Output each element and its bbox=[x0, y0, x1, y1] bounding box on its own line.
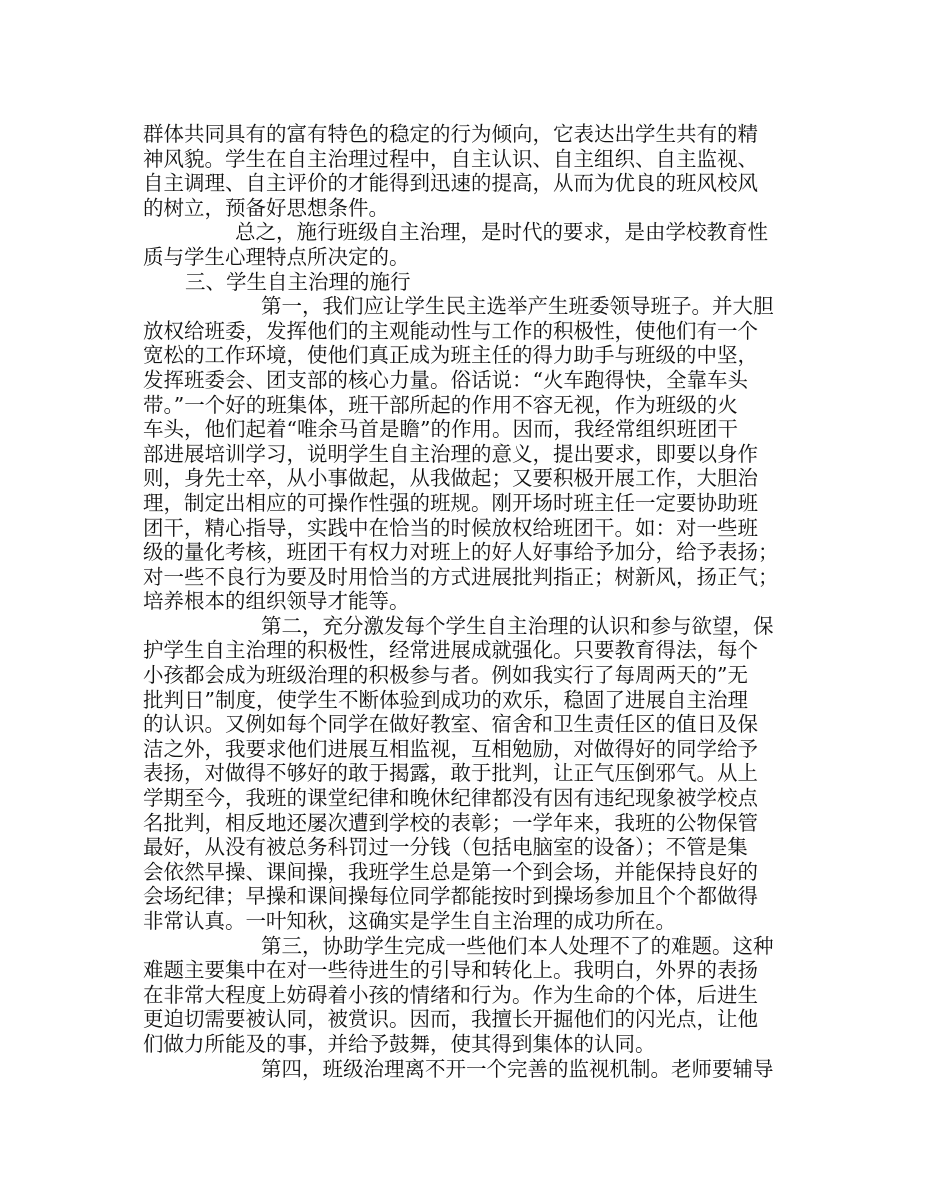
text-line: 洁之外，我要求他们进展互相监视，互相勉励，对做得好的同学给予 bbox=[143, 736, 758, 761]
text-line: 级的量化考核，班团干有权力对班上的好人好事给予加分，给予表扬； bbox=[143, 540, 779, 565]
text-line: 质与学生心理特点所决定的。 bbox=[143, 244, 410, 269]
text-line: 放权给班委，发挥他们的主观能动性与工作的积极性，使他们有一个 bbox=[143, 318, 758, 343]
text-line: 培养根本的组织领导才能等。 bbox=[143, 589, 410, 614]
body-text bbox=[143, 122, 823, 1081]
text-line: 的认识。又例如每个同学在做好教室、宿舍和卫生责任区的值日及保 bbox=[143, 712, 758, 737]
text-line: 宽松的工作环境，使他们真正成为班主任的得力助手与班级的中坚， bbox=[143, 343, 758, 368]
text-line: 第一，我们应让学生民主选举产生班委领导班子。并大胆 bbox=[261, 294, 774, 319]
text-line: 发挥班委会、团支部的核心力量。俗话说：“火车跑得快，全靠车头 bbox=[143, 367, 748, 392]
text-line: 护学生自主治理的积极性，经常进展成就强化。只要教育得法，每个 bbox=[143, 638, 758, 663]
text-line: 第四，班级治理离不开一个完善的监视机制。老师要辅导 bbox=[261, 1056, 774, 1081]
text-line: 会场纪律；早操和课间操每位同学都能按时到操场参加且个个都做得 bbox=[143, 884, 758, 909]
text-line: 则，身先士卒，从小事做起，从我做起；又要积极开展工作，大胆治 bbox=[143, 466, 758, 491]
text-line: 名批判，相反地还屡次遭到学校的表彰；一学年来，我班的公物保管 bbox=[143, 810, 758, 835]
text-line: 在非常大程度上妨碍着小孩的情绪和行为。作为生命的个体，后进生 bbox=[143, 982, 758, 1007]
text-line: 总之，施行班级自主治理，是时代的要求，是由学校教育性 bbox=[235, 220, 768, 245]
text-line: 部进展培训学习，说明学生自主治理的意义，提出要求，即要以身作 bbox=[143, 441, 758, 466]
text-line: 的树立，预备好思想条件。 bbox=[143, 195, 389, 220]
text-line: 群体共同具有的富有特色的稳定的行为倾向，它表达出学生共有的精 bbox=[143, 122, 758, 146]
text-line: 自主调理、自主评价的才能得到迅速的提高，从而为优良的班风校风 bbox=[143, 171, 758, 196]
section-heading: 三、学生自主治理的施行 bbox=[185, 269, 411, 294]
text-line: 最好，从没有被总务科罚过一分钱（包括电脑室的设备）；不管是集 bbox=[143, 835, 748, 860]
text-line: 批判日”制度，使学生不断体验到成功的欢乐，稳固了进展自主治理 bbox=[143, 687, 748, 712]
text-line: 神风貌。学生在自主治理过程中，自主认识、自主组织、自主监视、 bbox=[143, 146, 758, 171]
text-line: 理，制定出相应的可操作性强的班规。刚开场时班主任一定要协助班 bbox=[143, 490, 758, 515]
text-line: 小孩都会成为班级治理的积极参与者。例如我实行了每周两天的”无 bbox=[143, 663, 748, 688]
text-line: 对一些不良行为要及时用恰当的方式进展批判指正；树新风，扬正气； bbox=[143, 564, 779, 589]
text-line: 们做力所能及的事，并给予鼓舞，使其得到集体的认同。 bbox=[143, 1031, 656, 1056]
text-line: 更迫切需要被认同，被赏识。因而，我擅长开掘他们的闪光点，让他 bbox=[143, 1007, 758, 1032]
text-line: 带。”一个好的班集体，班干部所起的作用不容无视，作为班级的火 bbox=[143, 392, 738, 417]
text-line: 非常认真。一叶知秋，这确实是学生自主治理的成功所在。 bbox=[143, 909, 676, 933]
text-line: 车头，他们起着“唯余马首是瞻”的作用。因而，我经常组织班团干 bbox=[143, 417, 738, 442]
text-line: 第三，协助学生完成一些他们本人处理不了的难题。这种 bbox=[261, 933, 774, 958]
text-line: 团干，精心指导，实践中在恰当的时候放权给班团干。如：对一些班 bbox=[143, 515, 758, 540]
text-line: 表扬，对做得不够好的敢于揭露，敢于批判，让正气压倒邪气。从上 bbox=[143, 761, 758, 786]
text-line: 会依然早操、课间操，我班学生总是第一个到会场，并能保持良好的 bbox=[143, 859, 758, 884]
text-line: 学期至今，我班的课堂纪律和晚休纪律都没有因有违纪现象被学校点 bbox=[143, 786, 758, 811]
text-line: 难题主要集中在对一些待进生的引导和转化上。我明白，外界的表扬 bbox=[143, 958, 758, 983]
text-line: 第二，充分激发每个学生自主治理的认识和参与欲望，保 bbox=[261, 613, 774, 638]
